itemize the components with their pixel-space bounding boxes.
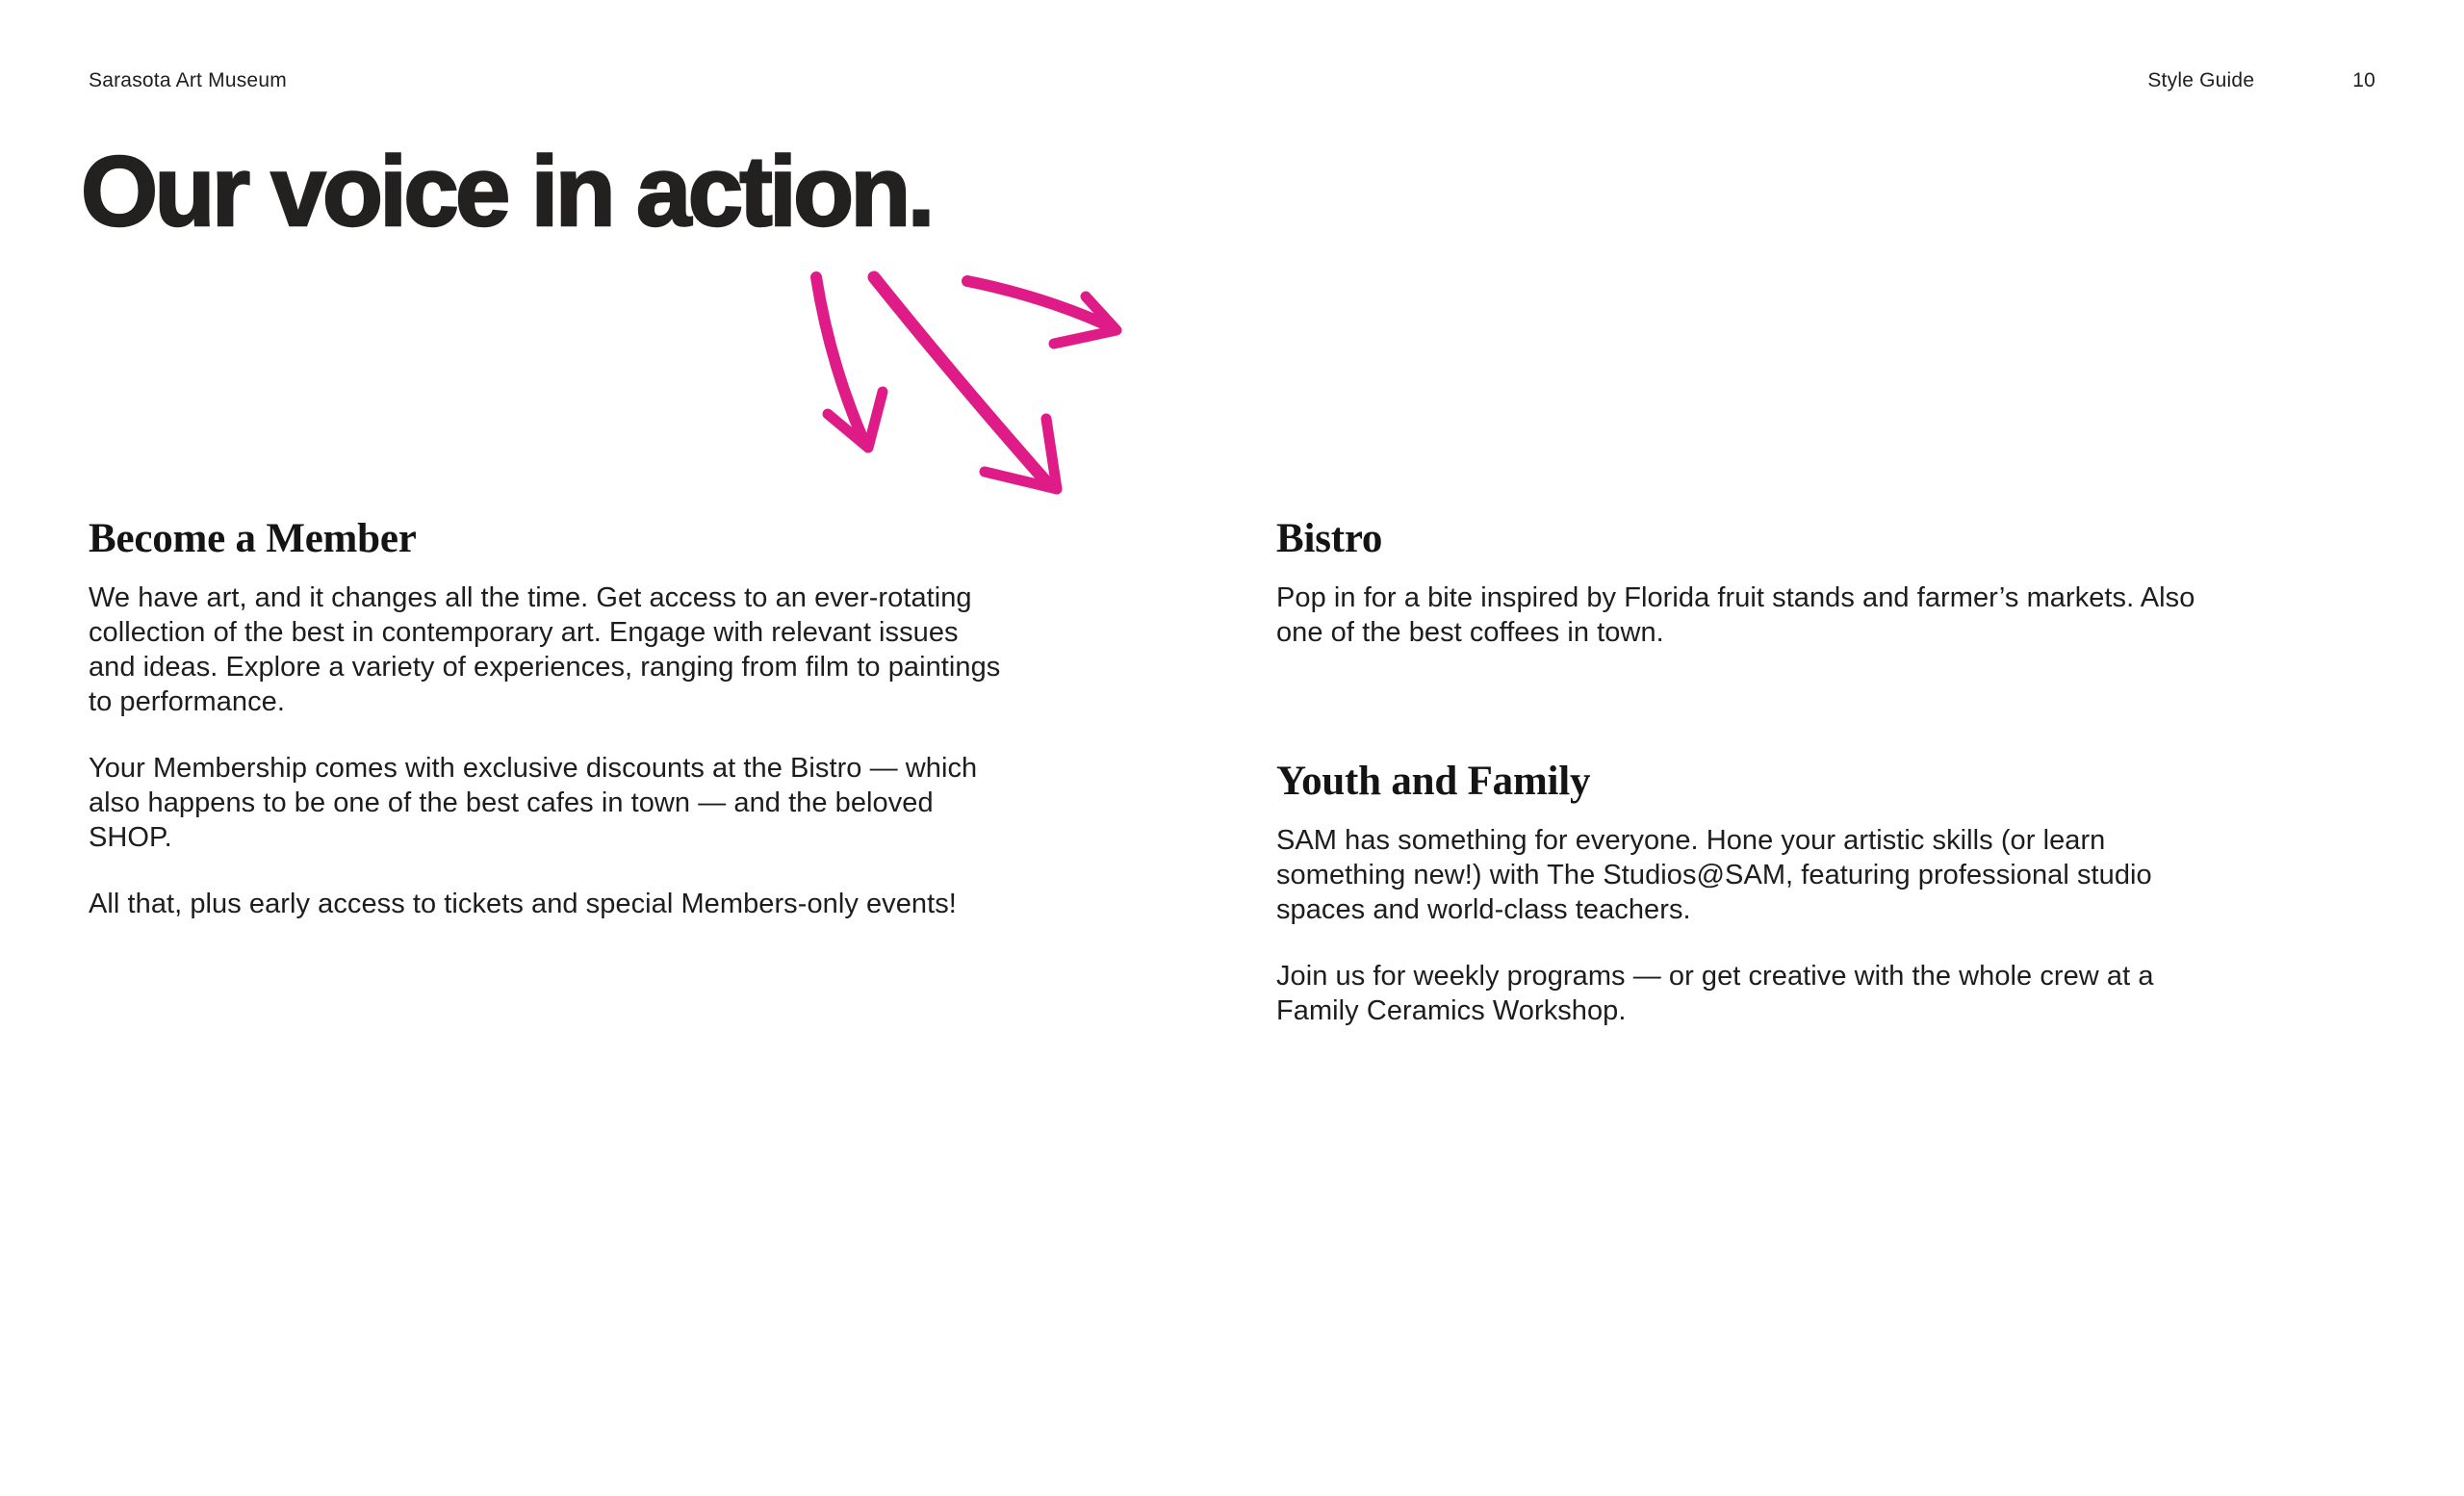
section-become-a-member [89, 518, 1008, 953]
arrow-right-icon [967, 281, 1116, 344]
header-right-group [2147, 67, 2375, 93]
page-header [89, 67, 2375, 93]
paragraph: Pop in for a bite inspired by Florida fruit stands and farmer’s markets. Also one of the best coffees in town. [1276, 582, 2195, 648]
section-heading-youth-and-family: Youth and Family [1276, 759, 1591, 804]
paragraph: SAM has something for everyone. Hone your artistic skills (or learn something new!) with The Studios@SAM, featuring professional studio spaces and world-class teachers. [1276, 825, 2152, 925]
section-heading-bistro: Bistro [1276, 516, 1383, 561]
right-column [1276, 518, 2195, 1060]
paragraph: Your Membership comes with exclusive discounts at the Bistro — which also happens to be one of the best cafes in town — and the beloved SHOP. [89, 753, 978, 853]
page-title: Our voice in action. [81, 136, 932, 246]
arrow-down-icon [816, 277, 883, 448]
paragraph: Join us for weekly programs — or get creative with the whole crew at a Family Ceramics Workshop. [1276, 961, 2154, 1026]
brand-name: Sarasota Art Museum [89, 69, 287, 91]
paragraph: We have art, and it changes all the time. Get access to an ever-rotating collection of the best in contemporary art. Engage with relevant issues and ideas. Explore a variety of experiences, ranging from film to paintings to performance. [89, 582, 1001, 717]
document-title: Style Guide [2147, 69, 2255, 91]
pink-arrows-doodle [807, 266, 1126, 501]
paragraph: All that, plus early access to tickets and special Members-only events! [89, 889, 957, 919]
section-heading-become-a-member: Become a Member [89, 516, 417, 561]
arrow-down-right-icon [874, 277, 1057, 489]
page-number: 10 [2352, 69, 2375, 91]
